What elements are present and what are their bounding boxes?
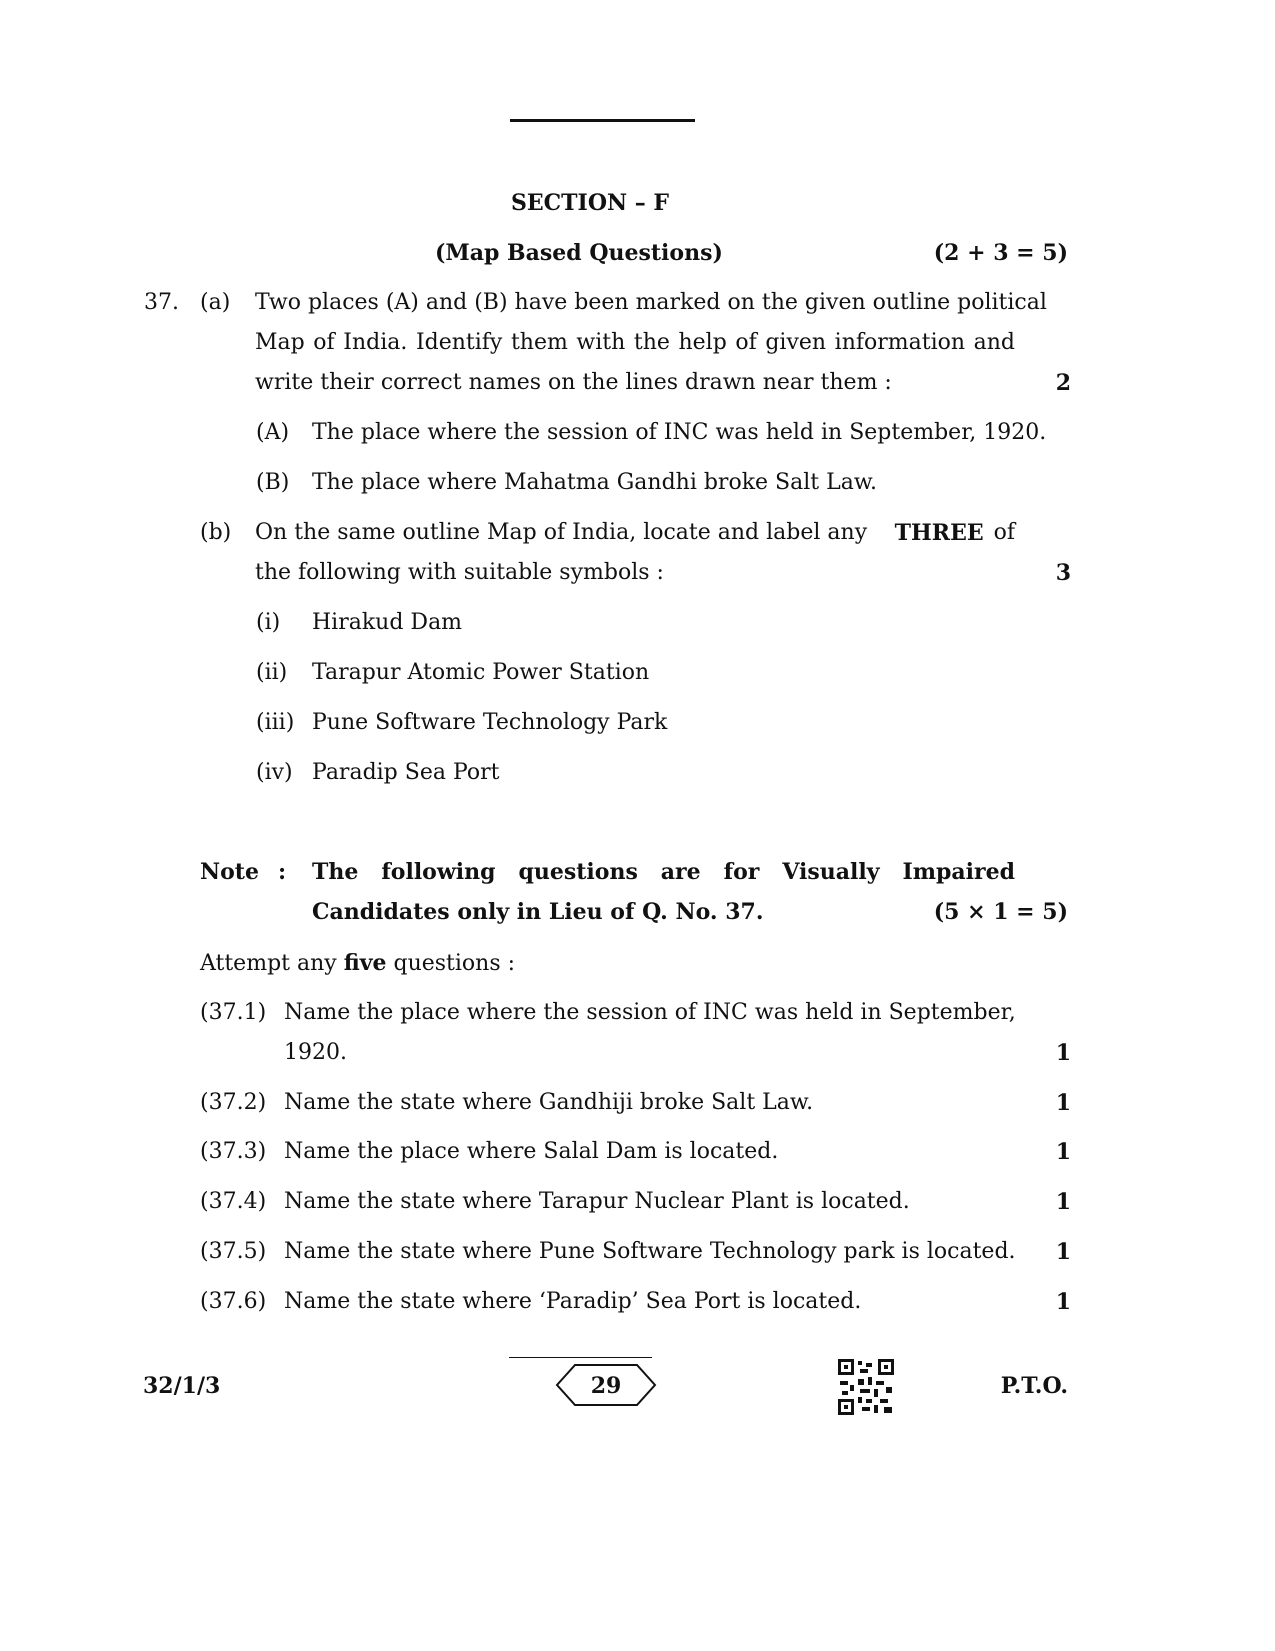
part-a-line-2: Map of India. Identify them with the help of given information and [255,330,1015,355]
top-rule [510,119,695,122]
vi-question-marks: 1 [1055,1239,1071,1265]
vi-question-text: Name the state where Pune Software Technology park is located. [284,1239,1016,1264]
vi-question-label: (37.3) [200,1139,267,1164]
pto-label: P.T.O. [1000,1373,1068,1399]
part-b-marks: 3 [1055,560,1071,586]
part-a-item-text: The place where Mahatma Gandhi broke Salt Law. [312,470,878,495]
vi-question-marks: 1 [1055,1289,1071,1315]
part-a-item-text: The place where the session of INC was held in September, 1920. [312,420,1047,445]
note-colon: : [278,859,287,885]
attempt-instruction [200,950,515,976]
part-b-item-text: Hirakud Dam [312,610,463,635]
vi-question-text: Name the state where ‘Paradip’ Sea Port is located. [284,1289,862,1314]
attempt-post: questions : [393,951,516,976]
qr-code-icon [838,1359,894,1415]
note-marks: (5 × 1 = 5) [933,899,1068,925]
vi-question-marks: 1 [1055,1040,1071,1066]
part-b-item-text: Paradip Sea Port [312,760,500,785]
vi-question-label: (37.4) [200,1189,267,1214]
part-a-label: (a) [200,290,231,315]
footer-rule [509,1357,652,1358]
vi-question-marks: 1 [1055,1139,1071,1165]
vi-question-label: (37.2) [200,1090,267,1115]
vi-question-marks: 1 [1055,1189,1071,1215]
vi-question-text: Name the place where Salal Dam is located. [284,1139,779,1164]
question-number: 37. [144,290,179,315]
note-label: Note [200,859,259,885]
part-b-item-label: (iv) [256,760,293,785]
part-b-line-1-post: of [993,520,1015,545]
section-marks: (2 + 3 = 5) [933,240,1068,266]
page-number: 29 [590,1373,622,1399]
vi-question-label: (37.1) [200,1000,267,1025]
part-b-item-label: (iii) [256,710,295,735]
part-b-line-1 [255,520,1015,546]
part-b-item-text: Tarapur Atomic Power Station [312,660,650,685]
note-line-2: Candidates only in Lieu of Q. No. 37. [312,899,764,925]
part-b-item-label: (ii) [256,660,288,685]
part-b-line-2: the following with suitable symbols : [255,560,664,585]
vi-question-text-cont: 1920. [284,1040,347,1065]
part-b-item-label: (i) [256,610,281,635]
part-a-marks: 2 [1055,370,1071,396]
part-a-item-label: (A) [256,420,290,445]
part-b-line-1-bold: THREE [894,520,984,546]
part-b-label: (b) [200,520,232,545]
vi-question-label: (37.5) [200,1239,267,1264]
part-a-line-3: write their correct names on the lines drawn near them : [255,370,892,395]
paper-code: 32/1/3 [143,1373,221,1399]
part-b-line-1-pre: On the same outline Map of India, locate and label any [255,520,868,545]
part-a-line-1: Two places (A) and (B) have been marked on the given outline political [255,290,1047,315]
vi-question-text: Name the state where Gandhiji broke Salt Law. [284,1090,814,1115]
vi-question-label: (37.6) [200,1289,267,1314]
part-b-item-text: Pune Software Technology Park [312,710,668,735]
part-a-item-label: (B) [256,470,290,495]
vi-question-text: Name the state where Tarapur Nuclear Plant is located. [284,1189,910,1214]
vi-question-marks: 1 [1055,1090,1071,1116]
attempt-bold: five [343,950,387,976]
section-subtitle: (Map Based Questions) [435,240,723,266]
vi-question-text: Name the place where the session of INC was held in September, [284,1000,1016,1025]
note-line-1: The following questions are for Visually Impaired [312,859,1015,885]
section-title: SECTION – F [511,190,670,216]
attempt-pre: Attempt any [200,951,337,976]
